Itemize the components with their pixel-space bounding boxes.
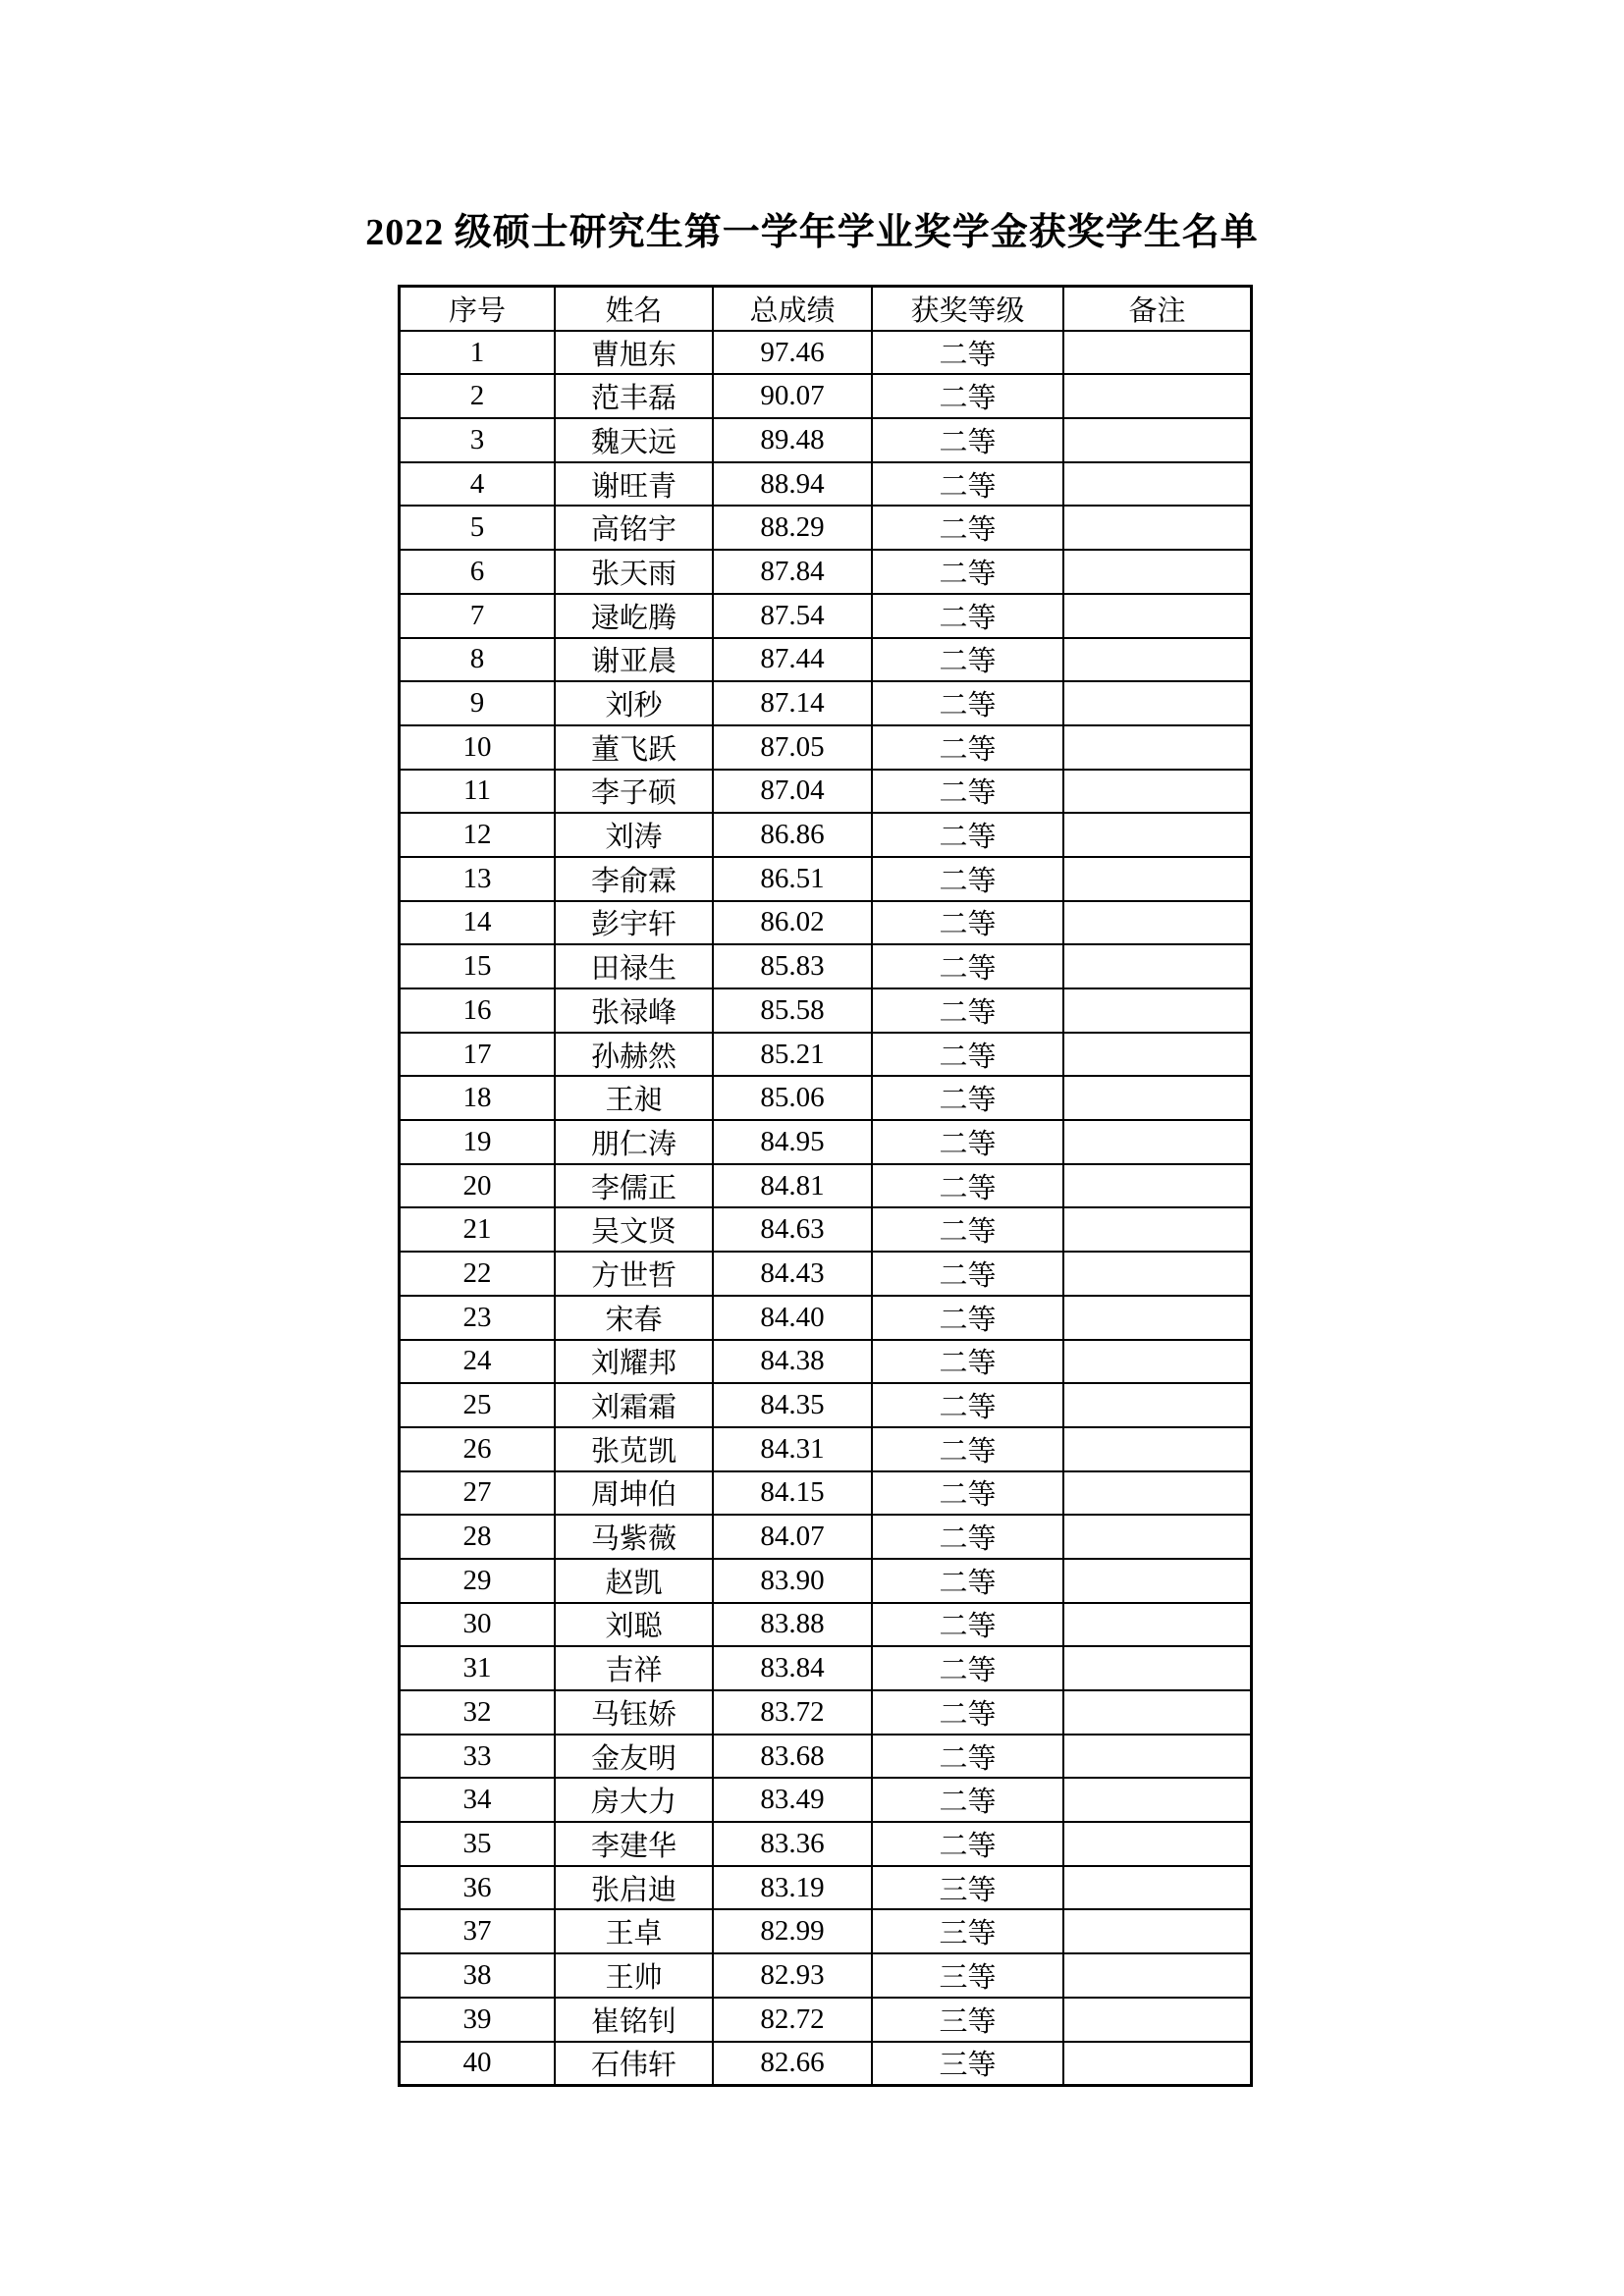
table-row <box>400 1164 1252 1208</box>
name-cell: 孙赫然 <box>555 1033 713 1077</box>
table-row <box>400 1340 1252 1384</box>
remark-cell <box>1063 1076 1252 1120</box>
score-cell: 85.06 <box>713 1076 872 1120</box>
table-row <box>400 1252 1252 1296</box>
table-row <box>400 1296 1252 1340</box>
score-cell: 83.84 <box>713 1646 872 1690</box>
award-level-cell: 二等 <box>872 1164 1063 1208</box>
table-row <box>400 1953 1252 1998</box>
score-cell: 87.54 <box>713 594 872 638</box>
table-row <box>400 594 1252 638</box>
score-cell: 87.05 <box>713 725 872 770</box>
name-cell: 房大力 <box>555 1778 713 1822</box>
award-level-cell: 三等 <box>872 1953 1063 1998</box>
award-level-cell: 二等 <box>872 1207 1063 1252</box>
table-row <box>400 1866 1252 1910</box>
name-cell: 周坤伯 <box>555 1471 713 1516</box>
name-cell: 赵凯 <box>555 1559 713 1603</box>
award-level-cell: 二等 <box>872 1120 1063 1164</box>
score-cell: 85.83 <box>713 944 872 988</box>
score-cell: 84.31 <box>713 1427 872 1471</box>
score-cell: 97.46 <box>713 331 872 375</box>
award-level-cell: 二等 <box>872 462 1063 507</box>
award-level-cell: 二等 <box>872 813 1063 857</box>
name-cell: 刘霜霜 <box>555 1383 713 1427</box>
index-cell: 39 <box>400 1998 556 2042</box>
table-row <box>400 1383 1252 1427</box>
table-row <box>400 1778 1252 1822</box>
score-cell: 84.07 <box>713 1515 872 1559</box>
name-cell: 彭宇轩 <box>555 901 713 945</box>
table-row <box>400 1076 1252 1120</box>
name-cell: 刘涛 <box>555 813 713 857</box>
index-cell: 11 <box>400 770 556 814</box>
index-cell: 25 <box>400 1383 556 1427</box>
award-level-cell: 二等 <box>872 901 1063 945</box>
remark-cell <box>1063 1822 1252 1866</box>
award-level-cell: 二等 <box>872 1340 1063 1384</box>
table-row <box>400 374 1252 418</box>
index-cell: 38 <box>400 1953 556 1998</box>
score-cell: 87.04 <box>713 770 872 814</box>
remark-cell <box>1063 1515 1252 1559</box>
score-cell: 86.51 <box>713 857 872 901</box>
remark-cell <box>1063 813 1252 857</box>
score-cell: 87.44 <box>713 638 872 682</box>
award-level-cell: 二等 <box>872 944 1063 988</box>
column-header: 序号 <box>400 287 556 331</box>
index-cell: 31 <box>400 1646 556 1690</box>
index-cell: 37 <box>400 1909 556 1953</box>
table-row <box>400 681 1252 725</box>
award-level-cell: 二等 <box>872 1646 1063 1690</box>
award-level-cell: 二等 <box>872 725 1063 770</box>
score-cell: 87.84 <box>713 550 872 594</box>
score-cell: 82.93 <box>713 1953 872 1998</box>
index-cell: 18 <box>400 1076 556 1120</box>
table-row <box>400 857 1252 901</box>
table-row <box>400 813 1252 857</box>
remark-cell <box>1063 1383 1252 1427</box>
score-cell: 84.43 <box>713 1252 872 1296</box>
table-row <box>400 944 1252 988</box>
score-cell: 82.66 <box>713 2042 872 2086</box>
remark-cell <box>1063 725 1252 770</box>
award-level-cell: 二等 <box>872 988 1063 1033</box>
remark-cell <box>1063 1252 1252 1296</box>
index-cell: 24 <box>400 1340 556 1384</box>
remark-cell <box>1063 857 1252 901</box>
index-cell: 36 <box>400 1866 556 1910</box>
remark-cell <box>1063 1735 1252 1779</box>
score-cell: 88.94 <box>713 462 872 507</box>
table-row <box>400 1822 1252 1866</box>
award-level-cell: 二等 <box>872 594 1063 638</box>
name-cell: 高铭宇 <box>555 506 713 550</box>
remark-cell <box>1063 1866 1252 1910</box>
index-cell: 22 <box>400 1252 556 1296</box>
name-cell: 董飞跃 <box>555 725 713 770</box>
index-cell: 29 <box>400 1559 556 1603</box>
award-level-cell: 二等 <box>872 770 1063 814</box>
column-header: 姓名 <box>555 287 713 331</box>
index-cell: 20 <box>400 1164 556 1208</box>
score-cell: 83.49 <box>713 1778 872 1822</box>
table-row <box>400 1033 1252 1077</box>
score-cell: 83.72 <box>713 1690 872 1735</box>
name-cell: 逯屹腾 <box>555 594 713 638</box>
award-level-cell: 二等 <box>872 1033 1063 1077</box>
remark-cell <box>1063 1559 1252 1603</box>
score-cell: 84.95 <box>713 1120 872 1164</box>
award-level-cell: 二等 <box>872 1559 1063 1603</box>
score-cell: 82.72 <box>713 1998 872 2042</box>
index-cell: 6 <box>400 550 556 594</box>
table-row <box>400 1559 1252 1603</box>
score-cell: 84.40 <box>713 1296 872 1340</box>
remark-cell <box>1063 462 1252 507</box>
score-cell: 83.68 <box>713 1735 872 1779</box>
name-cell: 宋春 <box>555 1296 713 1340</box>
remark-cell <box>1063 638 1252 682</box>
award-level-cell: 二等 <box>872 1822 1063 1866</box>
remark-cell <box>1063 1340 1252 1384</box>
name-cell: 马紫薇 <box>555 1515 713 1559</box>
award-level-cell: 二等 <box>872 1076 1063 1120</box>
index-cell: 35 <box>400 1822 556 1866</box>
name-cell: 曹旭东 <box>555 331 713 375</box>
index-cell: 3 <box>400 418 556 462</box>
table-row <box>400 901 1252 945</box>
remark-cell <box>1063 681 1252 725</box>
remark-cell <box>1063 1471 1252 1516</box>
award-level-cell: 二等 <box>872 1515 1063 1559</box>
name-cell: 谢亚晨 <box>555 638 713 682</box>
index-cell: 17 <box>400 1033 556 1077</box>
index-cell: 33 <box>400 1735 556 1779</box>
name-cell: 范丰磊 <box>555 374 713 418</box>
table-row <box>400 1120 1252 1164</box>
index-cell: 40 <box>400 2042 556 2086</box>
name-cell: 刘秒 <box>555 681 713 725</box>
name-cell: 李建华 <box>555 1822 713 1866</box>
remark-cell <box>1063 1207 1252 1252</box>
table-row <box>400 988 1252 1033</box>
award-level-cell: 二等 <box>872 506 1063 550</box>
remark-cell <box>1063 988 1252 1033</box>
score-cell: 84.38 <box>713 1340 872 1384</box>
index-cell: 7 <box>400 594 556 638</box>
index-cell: 28 <box>400 1515 556 1559</box>
name-cell: 张禄峰 <box>555 988 713 1033</box>
remark-cell <box>1063 770 1252 814</box>
table-row <box>400 1207 1252 1252</box>
score-cell: 84.35 <box>713 1383 872 1427</box>
name-cell: 马钰娇 <box>555 1690 713 1735</box>
column-header: 备注 <box>1063 287 1252 331</box>
index-cell: 1 <box>400 331 556 375</box>
index-cell: 9 <box>400 681 556 725</box>
index-cell: 15 <box>400 944 556 988</box>
award-level-cell: 二等 <box>872 1690 1063 1735</box>
table-row <box>400 331 1252 375</box>
name-cell: 刘聪 <box>555 1603 713 1647</box>
name-cell: 张天雨 <box>555 550 713 594</box>
table-row <box>400 462 1252 507</box>
name-cell: 王昶 <box>555 1076 713 1120</box>
name-cell: 方世哲 <box>555 1252 713 1296</box>
table-row <box>400 550 1252 594</box>
table-row <box>400 506 1252 550</box>
index-cell: 30 <box>400 1603 556 1647</box>
score-cell: 84.63 <box>713 1207 872 1252</box>
remark-cell <box>1063 418 1252 462</box>
name-cell: 金友明 <box>555 1735 713 1779</box>
remark-cell <box>1063 1603 1252 1647</box>
award-level-cell: 二等 <box>872 331 1063 375</box>
award-level-cell: 三等 <box>872 2042 1063 2086</box>
remark-cell <box>1063 506 1252 550</box>
remark-cell <box>1063 374 1252 418</box>
index-cell: 12 <box>400 813 556 857</box>
name-cell: 朋仁涛 <box>555 1120 713 1164</box>
remark-cell <box>1063 550 1252 594</box>
remark-cell <box>1063 1296 1252 1340</box>
table-row <box>400 1515 1252 1559</box>
name-cell: 谢旺青 <box>555 462 713 507</box>
name-cell: 崔铭钊 <box>555 1998 713 2042</box>
table-row <box>400 1646 1252 1690</box>
remark-cell <box>1063 2042 1252 2086</box>
remark-cell <box>1063 331 1252 375</box>
remark-cell <box>1063 1164 1252 1208</box>
name-cell: 吴文贤 <box>555 1207 713 1252</box>
award-level-cell: 二等 <box>872 1735 1063 1779</box>
index-cell: 4 <box>400 462 556 507</box>
remark-cell <box>1063 944 1252 988</box>
name-cell: 李俞霖 <box>555 857 713 901</box>
table-row <box>400 1690 1252 1735</box>
award-level-cell: 三等 <box>872 1998 1063 2042</box>
award-level-cell: 二等 <box>872 1383 1063 1427</box>
table-row <box>400 1909 1252 1953</box>
award-level-cell: 二等 <box>872 638 1063 682</box>
score-cell: 84.15 <box>713 1471 872 1516</box>
award-level-cell: 三等 <box>872 1866 1063 1910</box>
award-level-cell: 二等 <box>872 550 1063 594</box>
index-cell: 23 <box>400 1296 556 1340</box>
score-cell: 83.90 <box>713 1559 872 1603</box>
score-cell: 85.58 <box>713 988 872 1033</box>
table-row <box>400 1471 1252 1516</box>
index-cell: 27 <box>400 1471 556 1516</box>
index-cell: 13 <box>400 857 556 901</box>
name-cell: 王卓 <box>555 1909 713 1953</box>
name-cell: 李儒正 <box>555 1164 713 1208</box>
award-level-cell: 二等 <box>872 418 1063 462</box>
name-cell: 魏天远 <box>555 418 713 462</box>
award-level-cell: 二等 <box>872 1296 1063 1340</box>
name-cell: 李子硕 <box>555 770 713 814</box>
table-body <box>400 331 1252 2086</box>
index-cell: 34 <box>400 1778 556 1822</box>
score-cell: 86.86 <box>713 813 872 857</box>
table-header-row <box>400 287 1252 331</box>
award-level-cell: 二等 <box>872 1427 1063 1471</box>
index-cell: 10 <box>400 725 556 770</box>
remark-cell <box>1063 594 1252 638</box>
table-row <box>400 1603 1252 1647</box>
name-cell: 石伟轩 <box>555 2042 713 2086</box>
table-row <box>400 1427 1252 1471</box>
column-header: 获奖等级 <box>872 287 1063 331</box>
name-cell: 刘耀邦 <box>555 1340 713 1384</box>
score-cell: 90.07 <box>713 374 872 418</box>
remark-cell <box>1063 1953 1252 1998</box>
index-cell: 19 <box>400 1120 556 1164</box>
index-cell: 21 <box>400 1207 556 1252</box>
index-cell: 26 <box>400 1427 556 1471</box>
remark-cell <box>1063 901 1252 945</box>
table-row <box>400 638 1252 682</box>
remark-cell <box>1063 1998 1252 2042</box>
remark-cell <box>1063 1033 1252 1077</box>
award-level-cell: 二等 <box>872 374 1063 418</box>
award-level-cell: 二等 <box>872 681 1063 725</box>
name-cell: 王帅 <box>555 1953 713 1998</box>
name-cell: 吉祥 <box>555 1646 713 1690</box>
award-level-cell: 二等 <box>872 1603 1063 1647</box>
award-level-cell: 二等 <box>872 1471 1063 1516</box>
index-cell: 32 <box>400 1690 556 1735</box>
remark-cell <box>1063 1909 1252 1953</box>
index-cell: 14 <box>400 901 556 945</box>
remark-cell <box>1063 1427 1252 1471</box>
name-cell: 张启迪 <box>555 1866 713 1910</box>
score-cell: 88.29 <box>713 506 872 550</box>
column-header: 总成绩 <box>713 287 872 331</box>
scholarship-table <box>398 285 1253 2087</box>
score-cell: 89.48 <box>713 418 872 462</box>
score-cell: 85.21 <box>713 1033 872 1077</box>
name-cell: 田禄生 <box>555 944 713 988</box>
table-row <box>400 1735 1252 1779</box>
table-row <box>400 2042 1252 2086</box>
table-row <box>400 1998 1252 2042</box>
award-level-cell: 二等 <box>872 1778 1063 1822</box>
score-cell: 83.19 <box>713 1866 872 1910</box>
score-cell: 84.81 <box>713 1164 872 1208</box>
index-cell: 16 <box>400 988 556 1033</box>
table-row <box>400 770 1252 814</box>
score-cell: 87.14 <box>713 681 872 725</box>
remark-cell <box>1063 1690 1252 1735</box>
award-level-cell: 二等 <box>872 1252 1063 1296</box>
remark-cell <box>1063 1646 1252 1690</box>
remark-cell <box>1063 1778 1252 1822</box>
award-level-cell: 二等 <box>872 857 1063 901</box>
table-row <box>400 418 1252 462</box>
page-title: 2022 级硕士研究生第一学年学业奖学金获奖学生名单 <box>365 212 1259 253</box>
score-cell: 83.36 <box>713 1822 872 1866</box>
name-cell: 张苋凯 <box>555 1427 713 1471</box>
remark-cell <box>1063 1120 1252 1164</box>
score-cell: 86.02 <box>713 901 872 945</box>
index-cell: 8 <box>400 638 556 682</box>
table-row <box>400 725 1252 770</box>
score-cell: 83.88 <box>713 1603 872 1647</box>
index-cell: 2 <box>400 374 556 418</box>
award-level-cell: 三等 <box>872 1909 1063 1953</box>
score-cell: 82.99 <box>713 1909 872 1953</box>
index-cell: 5 <box>400 506 556 550</box>
